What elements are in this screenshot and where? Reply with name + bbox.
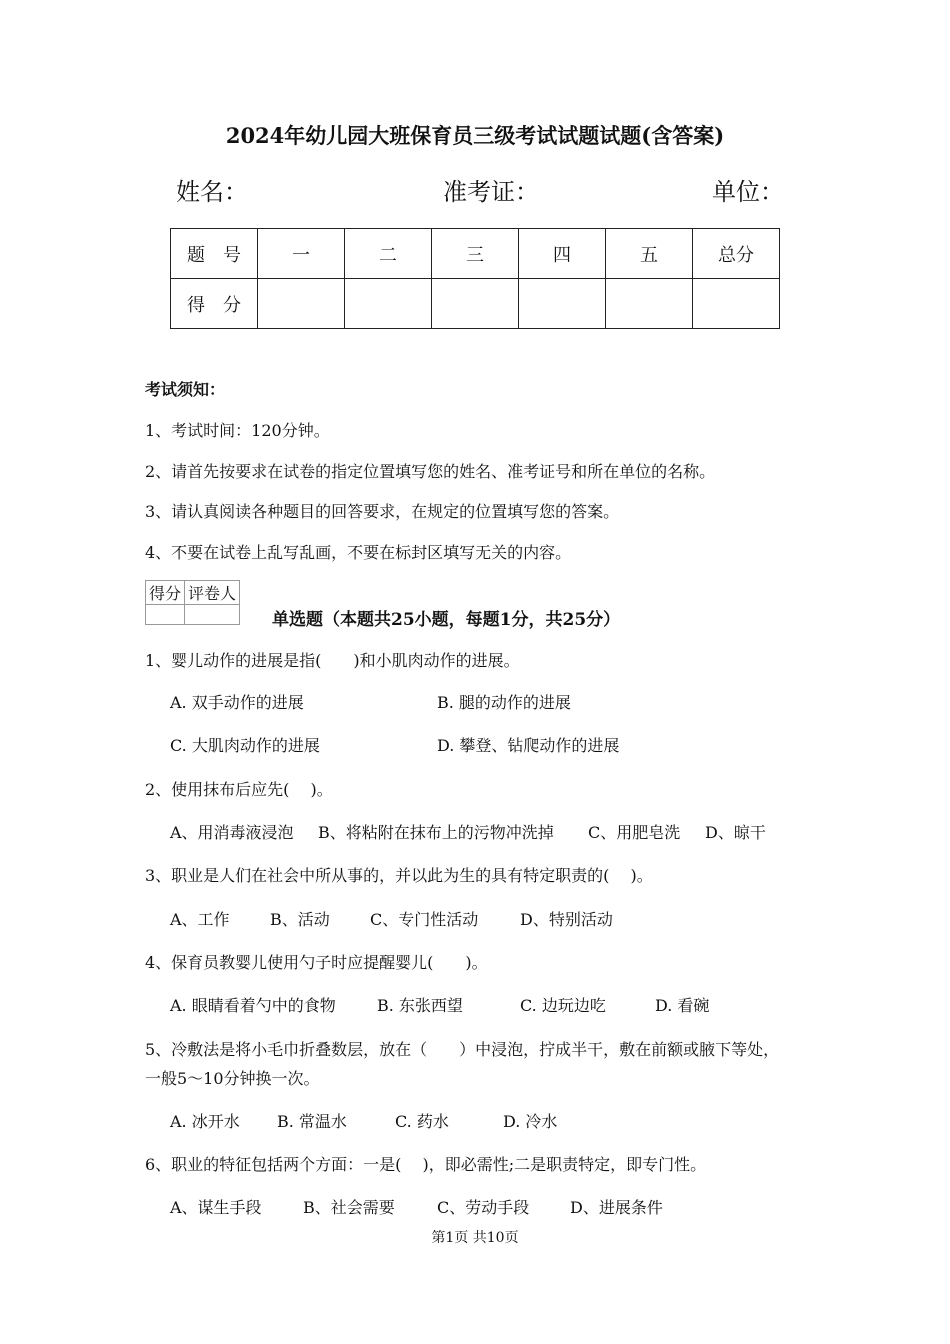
question-stem: 5、冷敷法是将小毛巾折叠数层，放在（ ）中浸泡，拧成半干，敷在前额或腋下等处，: [145, 1040, 780, 1059]
option[interactable]: C、专门性活动: [370, 910, 479, 929]
grader-reviewer-label: 评卷人: [185, 581, 240, 605]
option[interactable]: B、活动: [270, 910, 330, 929]
score-cell[interactable]: [606, 279, 693, 329]
score-table-score-row: [171, 279, 780, 329]
question-stem: 3、职业是人们在社会中所从事的，并以此为生的具有特定职责的( )。: [145, 866, 653, 885]
score-cell[interactable]: [519, 279, 606, 329]
header-cell-1: 一: [258, 229, 345, 279]
option[interactable]: B. 常温水: [277, 1112, 347, 1131]
question-stem: 6、职业的特征包括两个方面：一是( )，即必需性;二是职责特定，即专门性。: [145, 1155, 707, 1174]
header-cell-total: 总分: [693, 229, 780, 279]
question-stem: 4、保育员教婴儿使用勺子时应提醒婴儿( )。: [145, 953, 488, 972]
exam-id-field-label: 准考证：: [443, 178, 539, 206]
option[interactable]: A、谋生手段: [170, 1198, 262, 1217]
header-cell-2: 二: [345, 229, 432, 279]
grader-reviewer-cell[interactable]: [185, 605, 240, 625]
option[interactable]: D、特别活动: [520, 910, 613, 929]
question-stem-continued: 一般5～10分钟换一次。: [145, 1069, 320, 1088]
notice-item: 1、考试时间：120分钟。: [145, 421, 330, 440]
option[interactable]: B、将粘附在抹布上的污物冲洗掉: [318, 823, 554, 842]
option[interactable]: B、社会需要: [303, 1198, 395, 1217]
score-row-label: 得 分: [171, 279, 258, 329]
page-footer: 第1页 共10页: [431, 1230, 519, 1246]
option[interactable]: D. 冷水: [503, 1112, 558, 1131]
option[interactable]: D、进展条件: [570, 1198, 663, 1217]
option[interactable]: D. 攀登、钻爬动作的进展: [437, 736, 620, 755]
score-cell[interactable]: [432, 279, 519, 329]
notice-item: 2、请首先按要求在试卷的指定位置填写您的姓名、准考证号和所在单位的名称。: [145, 462, 716, 481]
grader-score-cell[interactable]: [146, 605, 185, 625]
score-cell[interactable]: [345, 279, 432, 329]
option[interactable]: C. 边玩边吃: [520, 996, 606, 1015]
question-stem: 2、使用抹布后应先( )。: [145, 780, 333, 799]
grader-score-label: 得分: [146, 581, 185, 605]
option[interactable]: C、用肥皂洗: [588, 823, 681, 842]
option[interactable]: D. 看碗: [655, 996, 710, 1015]
option[interactable]: B. 东张西望: [377, 996, 463, 1015]
option[interactable]: B. 腿的动作的进展: [437, 693, 571, 712]
header-cell-label: 题 号: [171, 229, 258, 279]
option[interactable]: C、劳动手段: [437, 1198, 530, 1217]
score-cell[interactable]: [258, 279, 345, 329]
name-field-label: 姓名：: [176, 178, 248, 206]
question-stem: 1、婴儿动作的进展是指( )和小肌肉动作的进展。: [145, 651, 520, 670]
option[interactable]: A. 双手动作的进展: [170, 693, 304, 712]
notice-item: 4、不要在试卷上乱写乱画，不要在标封区填写无关的内容。: [145, 543, 572, 562]
option[interactable]: C. 药水: [395, 1112, 449, 1131]
notice-heading: 考试须知：: [145, 380, 226, 399]
header-cell-5: 五: [606, 229, 693, 279]
score-table: [170, 228, 780, 329]
page-title: 2024年幼儿园大班保育员三级考试试题试题(含答案): [225, 123, 725, 148]
unit-field-label: 单位：: [712, 178, 784, 206]
notice-item: 3、请认真阅读各种题目的回答要求，在规定的位置填写您的答案。: [145, 502, 620, 521]
option[interactable]: A. 冰开水: [170, 1112, 240, 1131]
section-title: 单选题（本题共25小题，每题1分，共25分）: [272, 610, 621, 630]
score-table-header-row: [171, 229, 780, 279]
option[interactable]: D、晾干: [705, 823, 766, 842]
grader-box: [145, 580, 240, 625]
option[interactable]: A、用消毒液浸泡: [170, 823, 294, 842]
option[interactable]: A. 眼睛看着勺中的食物: [170, 996, 336, 1015]
header-cell-3: 三: [432, 229, 519, 279]
score-cell[interactable]: [693, 279, 780, 329]
option[interactable]: A、工作: [170, 910, 230, 929]
option[interactable]: C. 大肌肉动作的进展: [170, 736, 320, 755]
header-cell-4: 四: [519, 229, 606, 279]
